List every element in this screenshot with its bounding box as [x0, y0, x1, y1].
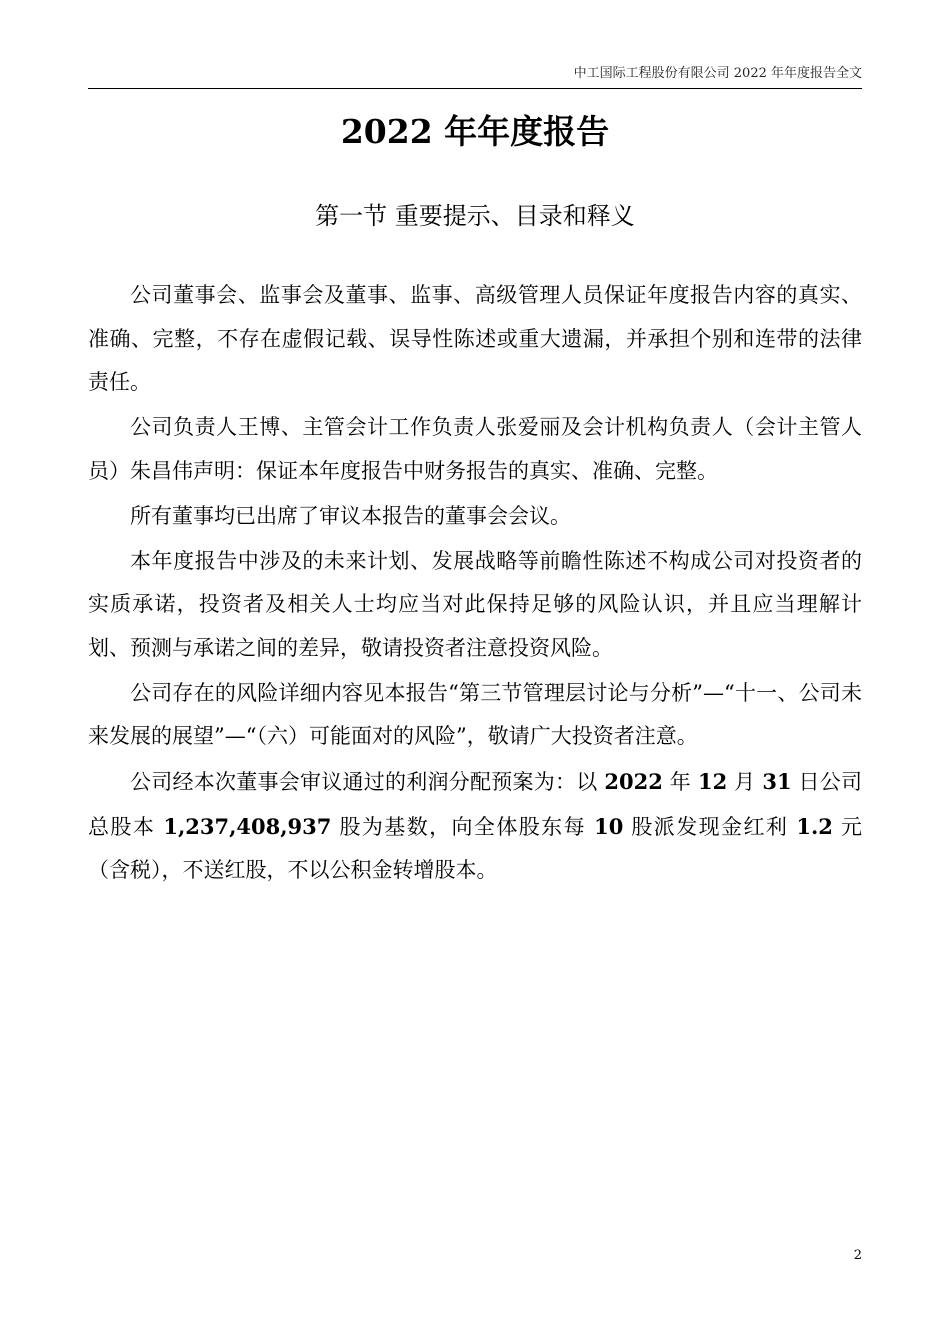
dividend-text: 月 [727, 770, 763, 794]
dividend-text: 元（含税），不送红股，不以公积金转增股本。 [88, 814, 862, 882]
page-number: 2 [853, 1248, 862, 1263]
dividend-month: 12 [697, 769, 728, 794]
paragraph-forward-looking: 本年度报告中涉及的未来计划、发展战略等前瞻性陈述不构成公司对投资者的实质承诺，投资者及相关人士均应当对此保持足够的风险认识，并且应当理解计划、预测与承诺之间的差异，敬请投资者注意投资风险。 [88, 548, 862, 660]
dividend-year: 2022 [604, 769, 663, 794]
header-divider [88, 88, 862, 89]
paragraph-risk-reference: 公司存在的风险详细内容见本报告“第三节管理层讨论与分析”—“十一、公司未来发展的展望”—“（六）可能面对的风险”，敬请广大投资者注意。 [88, 680, 862, 748]
paragraph-directors-attendance: 所有董事均已出席了审议本报告的董事会会议。 [130, 503, 571, 528]
paragraph-board-guarantee: 公司董事会、监事会及董事、监事、高级管理人员保证年度报告内容的真实、准确、完整，不存在虚假记载、误导性陈述或重大遗漏，并承担个别和连带的法律责任。 [88, 283, 862, 394]
section-title: 第一节 重要提示、目录和释义 [315, 202, 635, 230]
dividend-text: 股派发现金红利 [623, 814, 797, 839]
report-title: 2022 年年度报告 [340, 112, 610, 151]
running-header: 中工国际工程股份有限公司 2022 年年度报告全文 [573, 66, 862, 81]
total-shares: 1,237,408,937 [163, 813, 332, 839]
paragraph-responsible-persons: 公司负责人王博、主管会计工作负责人张爱丽及会计机构负责人（会计主管人员）朱昌伟声明：保证本年度报告中财务报告的真实、准确、完整。 [88, 415, 862, 483]
paragraph-dividend-plan [88, 760, 862, 893]
dividend-text: 日公司总股本 [88, 770, 862, 839]
shares-per-unit: 10 [594, 813, 624, 839]
body-text [88, 274, 862, 894]
dividend-day: 31 [762, 769, 792, 794]
dividend-amount: 1.2 [796, 813, 833, 839]
dividend-text: 年 [662, 770, 698, 794]
dividend-text: 公司经本次董事会审议通过的利润分配预案为：以 [130, 770, 605, 794]
dividend-text: 股为基数，向全体股东每 [331, 814, 595, 839]
